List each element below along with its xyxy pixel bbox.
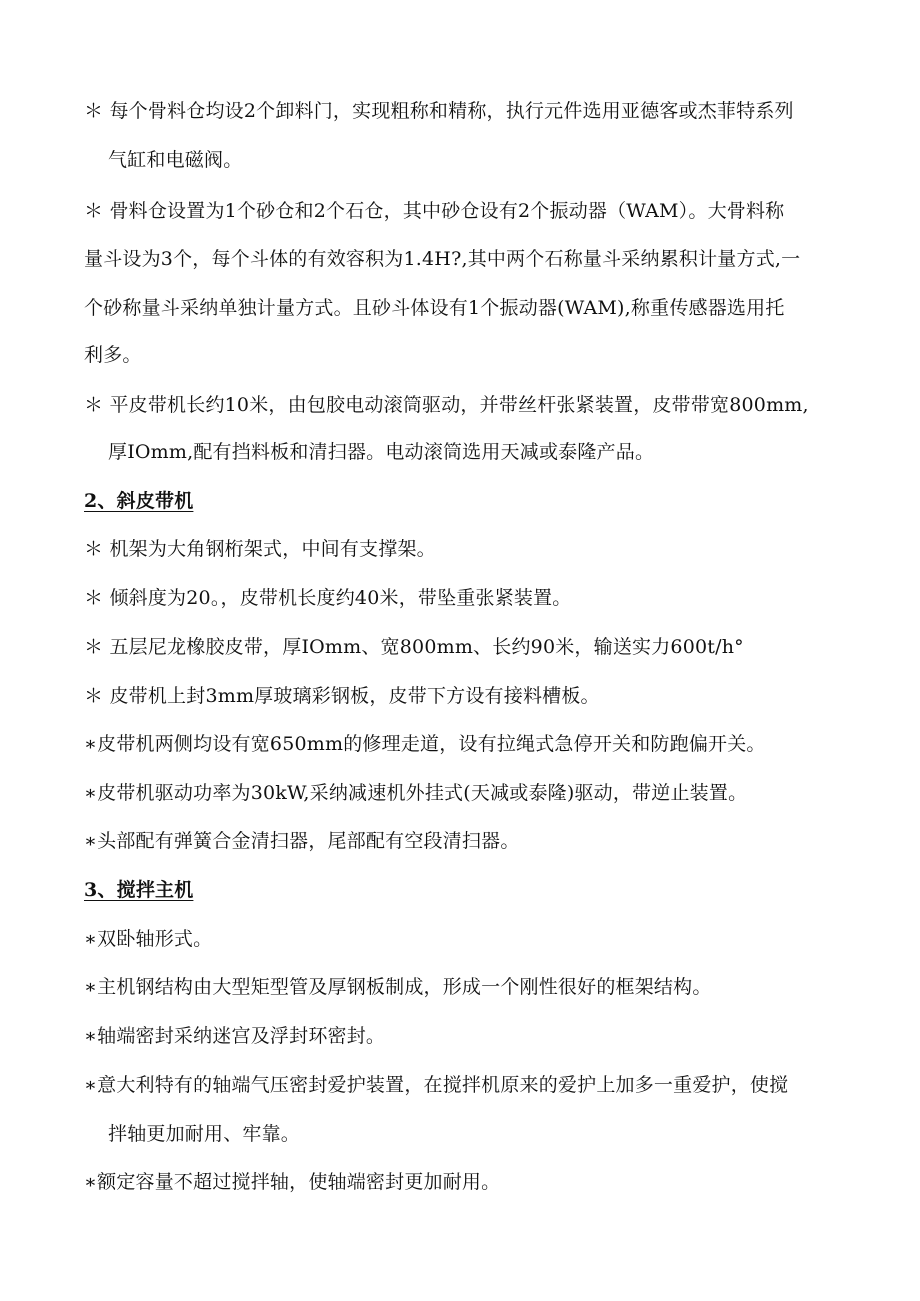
bullet-flat-belt: ＊ 平皮带机长约10米，由包胶电动滚筒驱动，并带丝杆张紧装置，皮带带宽800mm, [84, 394, 809, 416]
bullet-cover: ＊ 皮带机上封3mm厚玻璃彩钢板，皮带下方设有接料槽板。 [84, 685, 600, 707]
bullet-walkway: ∗皮带机两侧均设有宽650mm的修理走道，设有拉绳式急停开关和防跑偏开关。 [84, 733, 766, 755]
bullet-bins-cont-1: 量斗设为3个，每个斗体的有效容积为1.4H?,其中两个石称量斗采纳累积计量方式,一 [84, 248, 801, 270]
bullet-steel-structure: ∗主机钢结构由大型矩型管及厚钢板制成，形成一个刚性很好的框架结构。 [84, 976, 712, 998]
bullet-shaft-seal: ∗轴端密封采纳迷宫及浮封环密封。 [84, 1025, 386, 1047]
bullet-aggregate-doors: ＊ 每个骨料仓均设2个卸料门，实现粗称和精称，执行元件选用亚德客或杰菲特系列 [84, 100, 794, 122]
section-heading-mixer: 3、搅拌主机 [84, 879, 194, 901]
bullet-twin-shaft: ∗双卧轴形式。 [84, 928, 213, 950]
bullet-aggregate-doors-cont: 气缸和电磁阀。 [108, 149, 243, 171]
bullet-cleaners: ∗头部配有弹簧合金清扫器，尾部配有空段清扫器。 [84, 830, 520, 852]
bullet-flat-belt-cont: 厚IOmm,配有挡料板和清扫器。电动滚筒选用天减或泰隆产品。 [108, 441, 655, 463]
bullet-drive-power: ∗皮带机驱动功率为30kW,采纳减速机外挂式(天减或泰隆)驱动，带逆止装置。 [84, 782, 748, 804]
section-heading-inclined-belt: 2、斜皮带机 [84, 490, 194, 512]
bullet-inclination: ＊ 倾斜度为20。，皮带机长度约40米，带坠重张紧装置。 [84, 587, 572, 609]
bullet-frame: ＊ 机架为大角钢桁架式，中间有支撑架。 [84, 538, 436, 560]
bullet-air-seal: ∗意大利特有的轴端气压密封爱护装置，在搅拌机原来的爱护上加多一重爱护，使搅 [84, 1074, 789, 1096]
bullet-bins-cont-2: 个砂称量斗采纳单独计量方式。且砂斗体设有1个振动器(WAM),称重传感器选用托 [84, 297, 785, 319]
bullet-bins: ＊ 骨料仓设置为1个砂仓和2个石仓，其中砂仓设有2个振动器（WAM）。大骨料称 [84, 200, 785, 222]
bullet-air-seal-cont: 拌轴更加耐用、牢靠。 [108, 1123, 301, 1145]
bullet-bins-cont-3: 利多。 [84, 344, 142, 366]
bullet-belt-spec: ＊ 五层尼龙橡胶皮带，厚IOmm、宽800mm、长约90米，输送实力600t∕h° [84, 636, 744, 658]
bullet-rated-capacity: ∗额定容量不超过搅拌轴，使轴端密封更加耐用。 [84, 1171, 501, 1193]
